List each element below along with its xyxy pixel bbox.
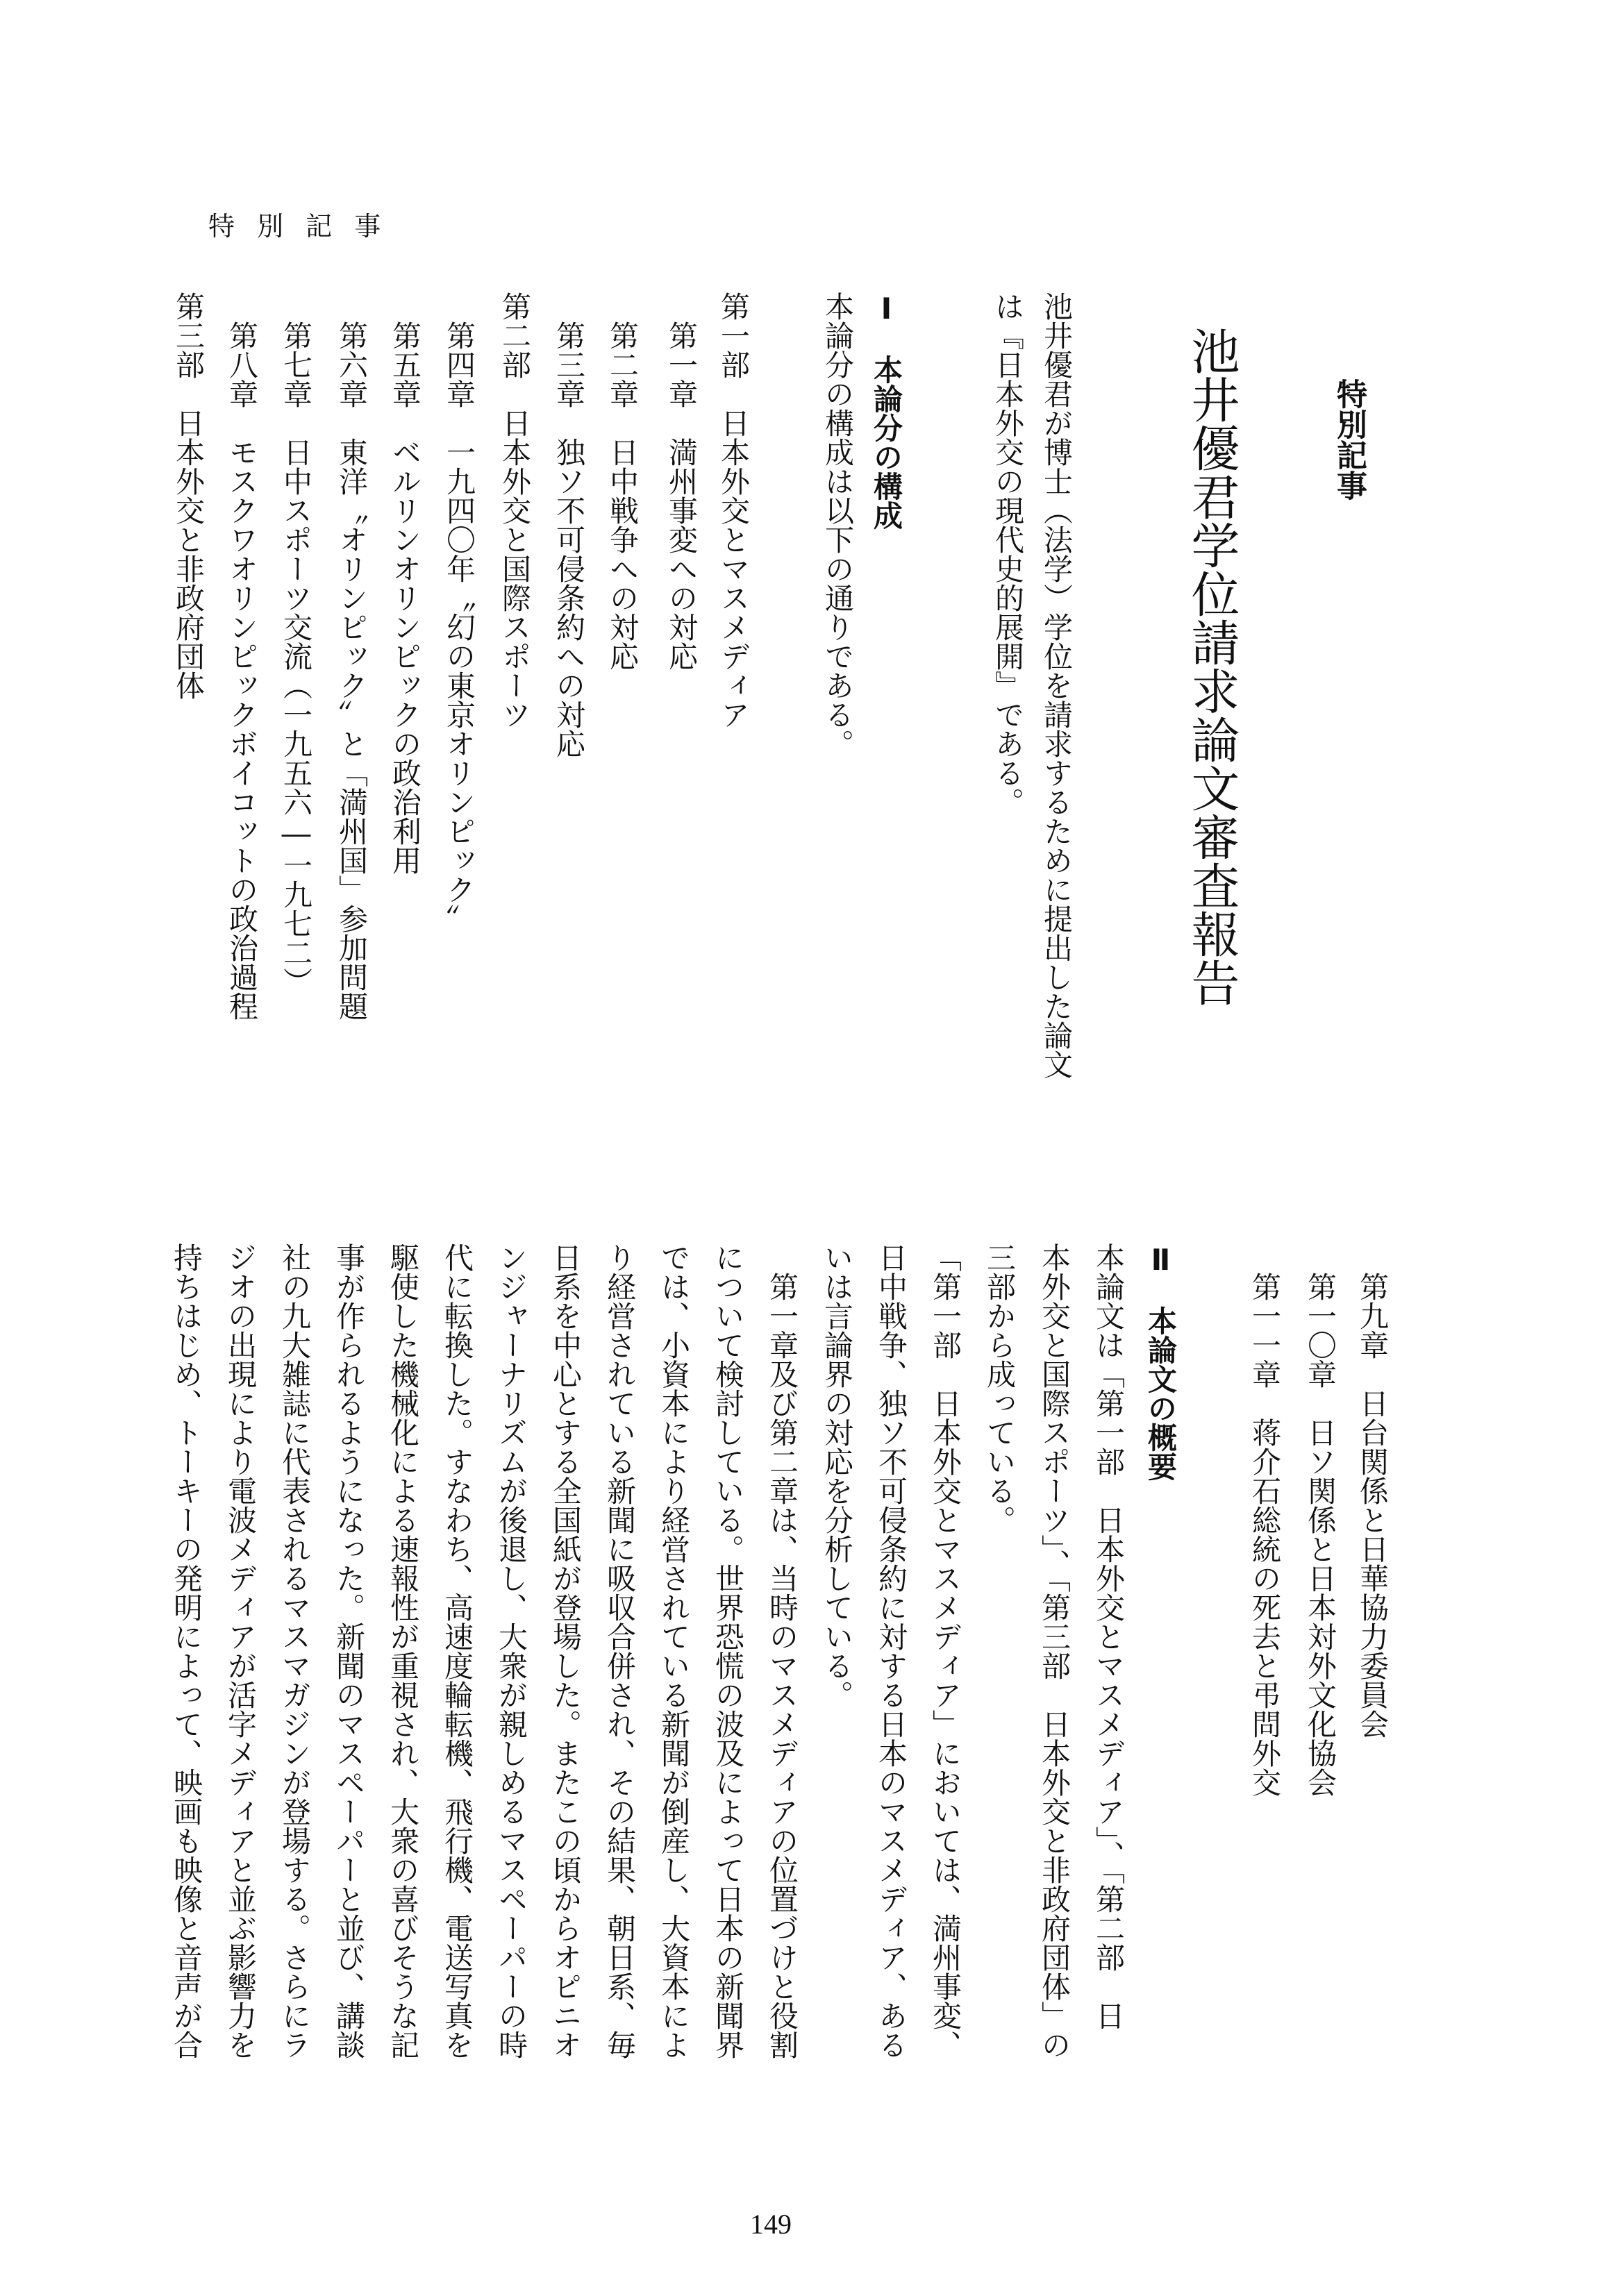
body-line: 日系を中心とする全国紙が登場した。またこの頃からオピニオ [549,1243,583,2059]
body-line: り経営されている新聞に吸収合併され、その結果、朝日系、毎 [603,1243,637,2059]
running-head: 特 別 記 事 [208,211,388,242]
body-line: 社の九大雑誌に代表されるマスマガジンが登場する。さらにラ [278,1243,312,2059]
toc-line: 第二章 日中戦争への対応 [606,292,640,671]
toc-line: 第八章 モスクワオリンピックボイコットの政治過程 [225,292,259,1021]
toc-line: 第一章 満州事変への対応 [665,292,699,671]
toc-line: 第三章 独ソ不可侵条約への対応 [552,292,586,758]
body-line: 三部から成っている。 [983,1243,1017,1534]
intro-line-2: は『日本外交の現代史的展開』である。 [991,292,1025,816]
body-line: では、小資本により経営されている新聞が倒産し、大資本によ [657,1243,691,2059]
toc-line: 第四章 一九四〇年〝幻の東京オリンピック〟 [442,292,476,933]
body-line: 駆使した機械化による速報性が重視され、大衆の喜びそうな記 [386,1243,420,2059]
toc-line: 第七章 日中スポーツ交流（一九五六―一九七二） [279,292,313,996]
section1-heading: Ⅰ 本論分の構成 [869,292,903,530]
body-line: 本外交と国際スポーツ」、「第三部 日本外交と非政府団体」の [1037,1243,1071,2059]
toc-line: 第一〇章 日ソ関係と日本対外文化協会 [1303,1243,1337,1797]
section1-lead: 本論分の構成は以下の通りである。 [821,292,855,758]
body-line: について検討している。世界恐慌の波及によって日本の新聞界 [711,1243,745,2059]
body-line: 本論文は「第一部 日本外交とマスメディア」、「第二部 日 [1092,1243,1126,2030]
toc-line: 第九章 日台関係と日華協力委員会 [1356,1243,1390,1738]
toc-line: 第六章 東洋〝オリンピック〟と「満州国」参加問題 [335,292,369,1021]
body-line: ジオの出現により電波メディアが活字メディアと並ぶ影響力を [224,1243,258,2059]
toc-line: 第一一章 蒋介石総統の死去と弔問外交 [1248,1243,1282,1797]
body-line: ンジャーナリズムが後退し、大衆が親しめるマスペーパーの時 [494,1243,528,2059]
toc-line: 第一部 日本外交とマスメディア [717,292,751,729]
body-line: 持ちはじめ、トーキーの発明によって、映画も映像と音声が合 [169,1243,203,2059]
toc-line: 第三部 日本外交と非政府団体 [172,292,206,700]
page-number: 149 [750,2209,792,2240]
toc-line: 第五章 ベルリンオリンピックの政治利用 [388,292,422,875]
section2-heading: Ⅱ 本論文の概要 [1144,1243,1178,1481]
body-line: 第一章及び第二章は、当時のマスメディアの位置づけと役割 [765,1272,799,2059]
body-line: 「第一部 日本外交とマスメディア」においては、満州事変、 [928,1243,962,2059]
toc-line: 第二部 日本外交と国際スポーツ [498,292,532,729]
body-line: 日中戦争、独ソ不可侵条約に対する日本のマスメディア、ある [874,1243,908,2059]
intro-line-1: 池井優君が博士（法学）学位を請求するために提出した論文 [1040,292,1074,1079]
page-title: 池井優君学位請求論文審査報告 [1183,326,1240,1007]
body-line: 事が作られるようになった。新聞のマスペーパーと並び、講談 [332,1243,366,2059]
body-line: 代に転換した。すなわち、高速度輪転機、飛行機、電送写真を [440,1243,474,2059]
body-line: いは言論界の対応を分析している。 [820,1243,854,1709]
section-label: 特別記事 [1331,378,1367,501]
